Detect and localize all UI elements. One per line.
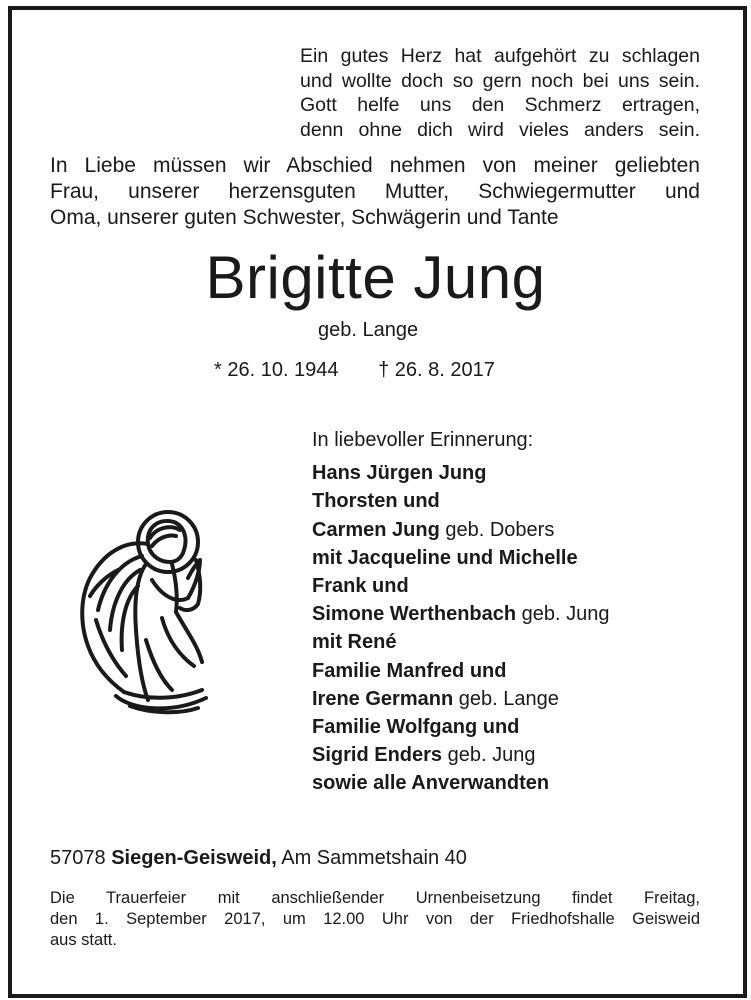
maiden-name: geb. Lange (318, 319, 419, 341)
mourner-line: Sigrid Enders geb. Jung (312, 744, 536, 767)
service-line: Die Trauerfeier mit anschließender Urnenbeisetzung findet Freitag, (50, 889, 700, 907)
service-line: aus statt. (50, 931, 117, 949)
mourner-line: mit René (312, 631, 397, 654)
birth-date: * 26. 10. 1944 (214, 359, 339, 381)
mourner-line: Carmen Jung geb. Dobers (312, 518, 555, 541)
intro-line: Oma, unserer guten Schwester, Schwägerin und Tante (50, 206, 559, 229)
poem-line: Ein gutes Herz hat aufgehört zu schlagen (300, 45, 700, 67)
mourner-line: Frank und (312, 575, 409, 598)
intro-line: Frau, unserer herzensguten Mutter, Schwiegermutter und (50, 180, 700, 203)
poem-line: und wollte doch so gern noch bei uns sein. (300, 69, 700, 92)
family-address (50, 846, 467, 870)
funeral-service-info (50, 888, 700, 951)
mourner-line: Familie Manfred und (312, 659, 507, 682)
service-line: den 1. September 2017, um 12.00 Uhr von der Friedhofshalle Geisweid (50, 910, 700, 928)
mourners-heading: In liebevoller Erinnerung: (312, 429, 534, 451)
farewell-intro (50, 153, 700, 231)
mourner-line: Familie Wolfgang und (312, 716, 520, 739)
life-dates (214, 358, 495, 382)
death-date: † 26. 8. 2017 (378, 359, 495, 381)
postcode: 57078 (50, 847, 106, 869)
memorial-poem (300, 44, 700, 142)
mourner-line: Thorsten und (312, 490, 440, 513)
mourners-list (312, 426, 610, 798)
intro-line: In Liebe müssen wir Abschied nehmen von meiner geliebten (50, 154, 700, 177)
praying-angel-icon (76, 500, 210, 724)
mourner-line: Irene Germann geb. Lange (312, 687, 559, 710)
mourner-line: sowie alle Anverwandten (312, 772, 550, 795)
poem-line: Gott helfe uns den Schmerz ertragen, (300, 94, 700, 116)
city: Siegen-Geisweid, (111, 847, 277, 869)
mourner-line: Hans Jürgen Jung (312, 462, 487, 485)
street: Am Sammetshain 40 (281, 847, 467, 869)
mourner-line: mit Jacqueline und Michelle (312, 546, 578, 569)
poem-line: denn ohne dich wird vieles anders sein. (300, 118, 700, 141)
mourner-line: Simone Werthenbach geb. Jung (312, 603, 610, 626)
deceased-name: Brigitte Jung (205, 244, 546, 311)
